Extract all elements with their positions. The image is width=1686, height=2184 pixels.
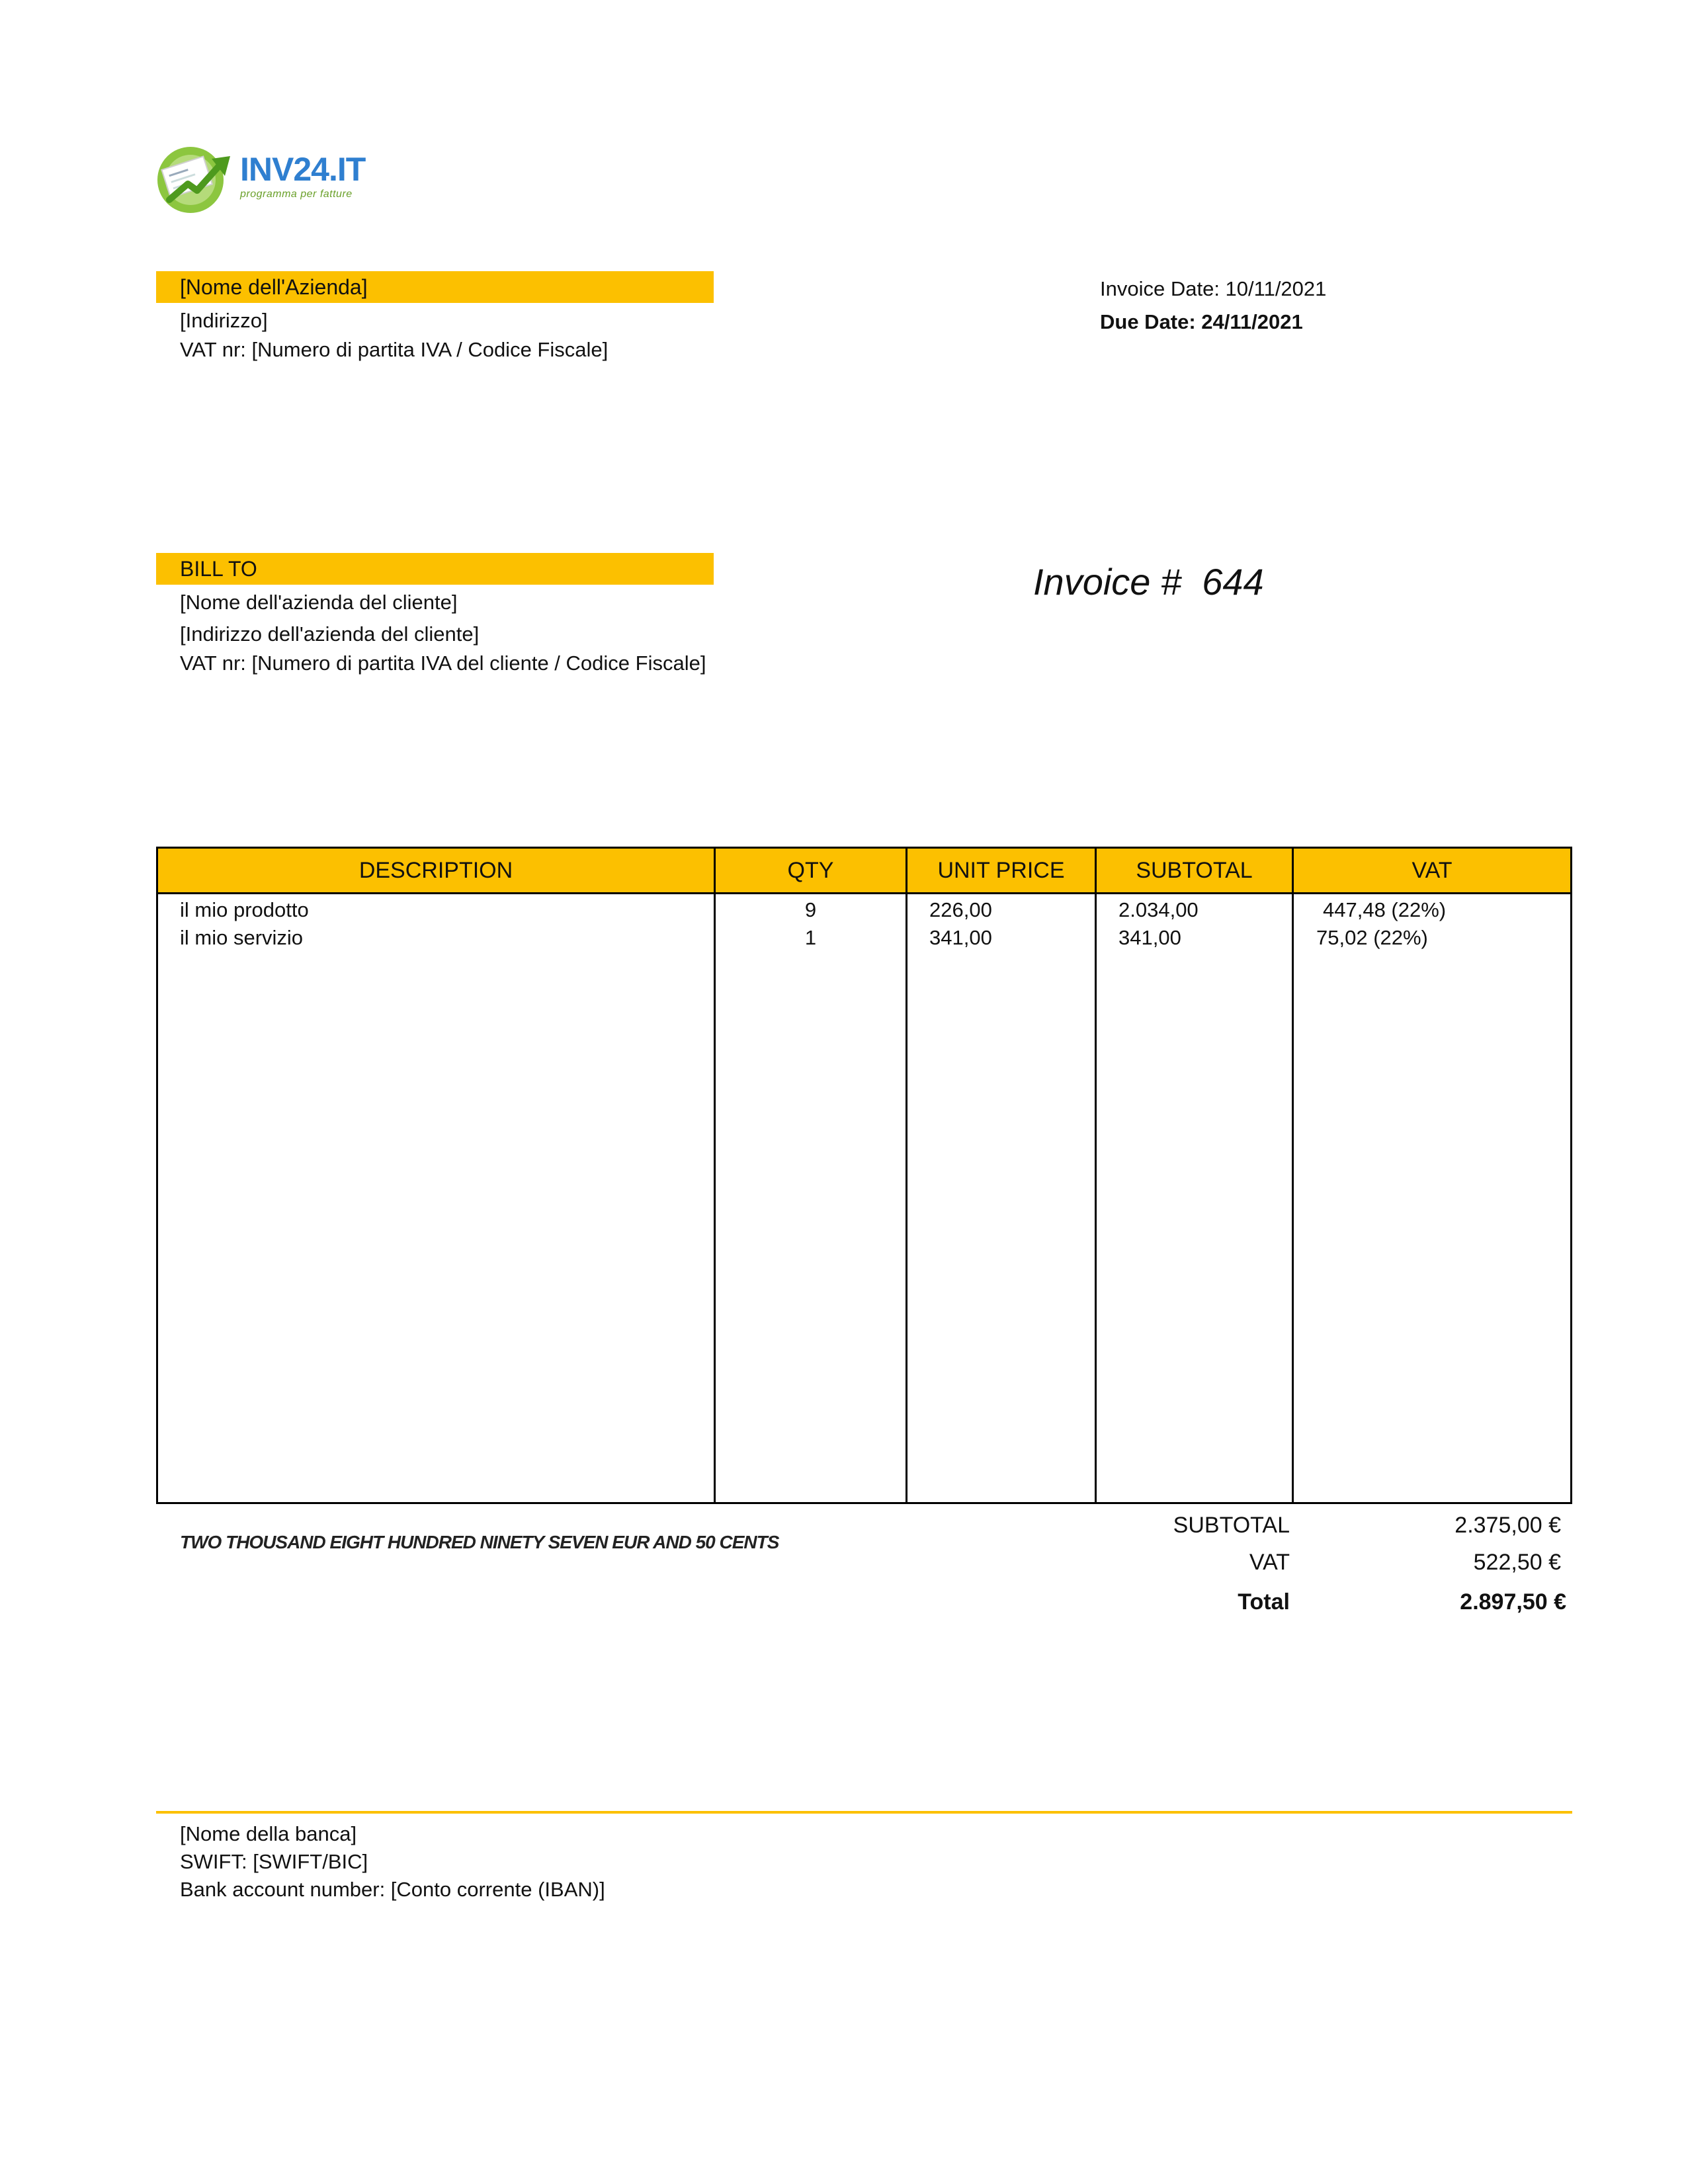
row-qty: 1 xyxy=(804,926,817,949)
table-header xyxy=(158,849,1570,894)
client-company: [Nome dell'azienda del cliente] xyxy=(180,591,458,614)
row-unit-price: 226,00 xyxy=(929,898,992,921)
seller-bar xyxy=(156,271,714,303)
row-vat: 75,02 (22%) xyxy=(1316,926,1428,949)
bill-to-bar xyxy=(156,553,714,585)
invoice-date: Invoice Date: 10/11/2021 xyxy=(1100,277,1327,300)
brand-tagline: programma per fatture xyxy=(240,189,353,200)
subtotal-label: SUBTOTAL xyxy=(1173,1513,1290,1538)
bill-to-heading: BILL TO xyxy=(180,557,257,581)
vat-total-label: VAT xyxy=(1249,1550,1290,1575)
table-row xyxy=(158,896,1570,924)
logo-icon xyxy=(156,143,235,216)
row-unit-price: 341,00 xyxy=(929,926,992,949)
seller-address: [Indirizzo] xyxy=(180,309,268,332)
invoice-number-heading xyxy=(1033,556,1264,609)
header-description: DESCRIPTION xyxy=(358,858,513,883)
brand-name: INV24.IT xyxy=(240,151,366,188)
row-subtotal: 2.034,00 xyxy=(1118,898,1199,921)
invoice-number: 644 xyxy=(1202,561,1264,603)
row-vat: 447,48 (22%) xyxy=(1323,898,1447,921)
client-vat: VAT nr: [Numero di partita IVA del cliente / Codice Fiscale] xyxy=(180,651,706,675)
footer-divider xyxy=(156,1811,1572,1814)
header-unit-price: UNIT PRICE xyxy=(937,858,1065,883)
grand-total-label: Total xyxy=(1238,1589,1290,1615)
due-date: Due Date: 24/11/2021 xyxy=(1100,310,1303,333)
amount-in-words: TWO THOUSAND EIGHT HUNDRED NINETY SEVEN EUR AND 50 CENTS xyxy=(180,1532,779,1552)
vat-total-value: 522,50 € xyxy=(1473,1550,1561,1575)
items-table xyxy=(156,847,1572,1504)
bank-swift: SWIFT: [SWIFT/BIC] xyxy=(180,1850,368,1873)
seller-vat: VAT nr: [Numero di partita IVA / Codice Fiscale] xyxy=(180,338,609,361)
company-logo xyxy=(156,143,366,216)
row-description: il mio servizio xyxy=(180,926,304,949)
invoice-number-label: Invoice # xyxy=(1033,561,1182,603)
seller-company-name: [Nome dell'Azienda] xyxy=(180,275,368,299)
row-subtotal: 341,00 xyxy=(1118,926,1181,949)
client-address: [Indirizzo dell'azienda del cliente] xyxy=(180,622,480,646)
grand-total-value: 2.897,50 € xyxy=(1460,1589,1566,1615)
bank-name: [Nome della banca] xyxy=(180,1822,357,1845)
header-vat: VAT xyxy=(1412,858,1453,883)
header-qty: QTY xyxy=(787,858,834,883)
row-qty: 9 xyxy=(804,898,817,921)
header-subtotal: SUBTOTAL xyxy=(1136,858,1253,883)
row-description: il mio prodotto xyxy=(180,898,309,921)
bank-account: Bank account number: [Conto corrente (IBAN)] xyxy=(180,1878,605,1901)
table-row xyxy=(158,924,1570,952)
subtotal-value: 2.375,00 € xyxy=(1454,1513,1561,1538)
